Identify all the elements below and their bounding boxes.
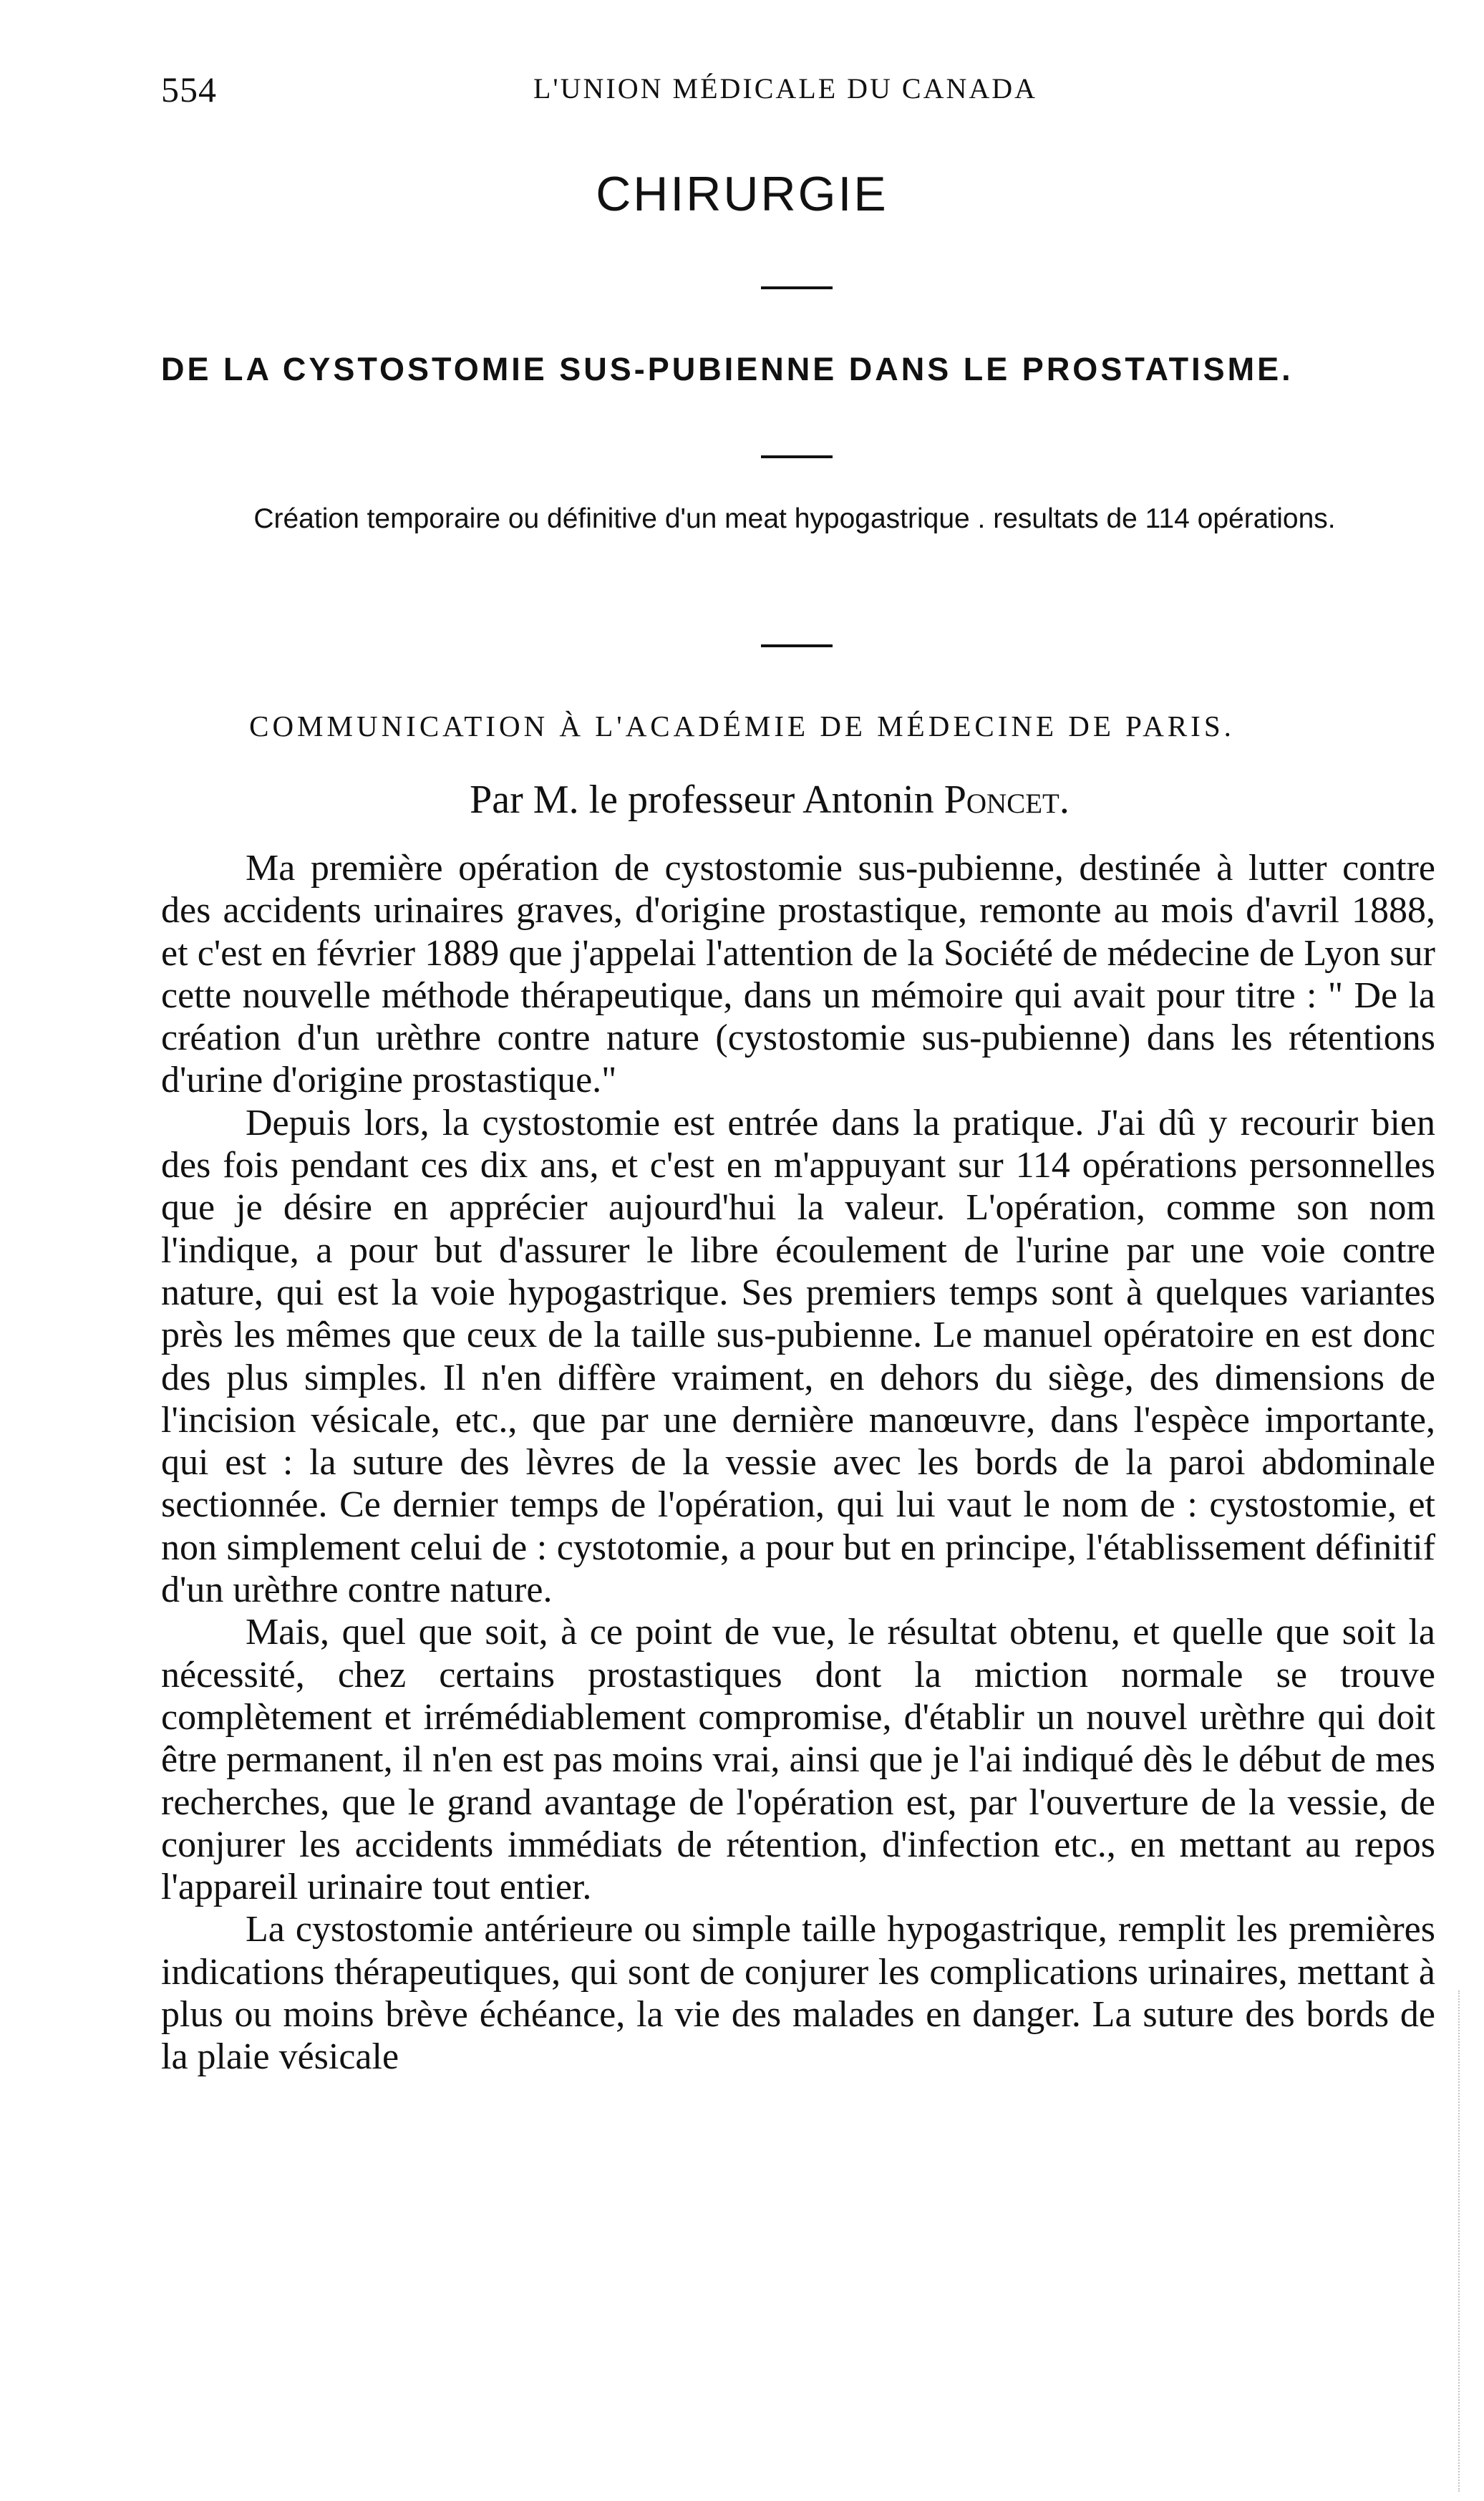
running-header: [161, 69, 1432, 119]
journal-title: L'UNION MÉDICALE DU CANADA: [533, 72, 1038, 105]
divider-rule: [761, 286, 833, 289]
section-title: CHIRURGIE: [596, 167, 888, 221]
divider-rule: [761, 455, 833, 458]
communication-line: COMMUNICATION À L'ACADÉMIE DE MÉDECINE DE PARIS.: [249, 710, 1235, 742]
scan-margin-specks: [1458, 1990, 1463, 2492]
body-paragraph: La cystostomie antérieure ou simple taille hypogastrique, remplit les premières indications thérapeutiques, qui sont de conjurer les complications urinaires, mettant à plus ou moins brève échéance, la vie des malades en danger. La suture des bords de la plaie vésicale: [161, 1909, 1435, 2078]
body-paragraph: Mais, quel que soit, à ce point de vue, le résultat obtenu, et quelle que soit la nécessité, chez certains prostastiques dont la miction normale se trouve complètement et irrémédiablement compromise, d'établir un nouvel urèthre qui doit être permanent, il n'en est pas moins vrai, ainsi que je l'ai indiqué dès le début de mes recherches, que le grand avantage de l'opération est, par l'ouverture de la vessie, de conjurer les accidents immédiats de rétention, d'infection etc., en mettant au repos l'appareil urinaire tout entier.: [161, 1612, 1435, 1908]
body-paragraph: Ma première opération de cystostomie sus-pubienne, destinée à lutter contre des accidents urinaires graves, d'origine prostastique, remonte au mois d'avril 1888, et c'est en février 1889 que j'appelai l'attention de la Société de médecine de Lyon sur cette nouvelle méthode thérapeutique, dans un mémoire qui avait pour titre : " De la création d'un urèthre contre nature (cystostomie sus-pubienne) dans les rétentions d'urine d'origine prostastique.": [161, 848, 1435, 1101]
article-title: DE LA CYSTOSTOMIE SUS-PUBIENNE DANS LE PROSTATISME.: [161, 351, 1294, 387]
divider-rule: [761, 644, 833, 647]
author-byline: [0, 777, 1484, 823]
article-body: [161, 847, 1435, 2079]
page-number: 554: [161, 69, 217, 110]
author-surname: Poncet.: [944, 778, 1070, 822]
byline-prefix: Par M. le professeur Antonin: [470, 778, 934, 822]
article-subtitle: Création temporaire ou définitive d'un meat hypogastrique . resultats de 114 opérations.: [253, 503, 1336, 534]
body-paragraph: Depuis lors, la cystostomie est entrée dans la pratique. J'ai dû y recourir bien des fois pendant ces dix ans, et c'est en m'appuyant sur 114 opérations personnelles que je désire en apprécier aujourd'hui la valeur. L'opération, comme son nom l'indique, a pour but d'assurer le libre écoulement de l'urine par une voie contre nature, qui est la voie hypogastrique. Ses premiers temps sont à quelques variantes près les mêmes que ceux de la taille sus-pubienne. Le manuel opératoire en est donc des plus simples. Il n'en diffère vraiment, en dehors du siège, des dimensions de l'incision vésicale, etc., que par une dernière manœuvre, dans l'espèce importante, qui est : la suture des lèvres de la vessie avec les bords de la paroi abdominale sectionnée. Ce dernier temps de l'opération, qui lui vaut le nom de : cystostomie, et non simplement celui de : cystotomie, a pour but en principe, l'établissement définitif d'un urèthre contre nature.: [161, 1102, 1435, 1611]
